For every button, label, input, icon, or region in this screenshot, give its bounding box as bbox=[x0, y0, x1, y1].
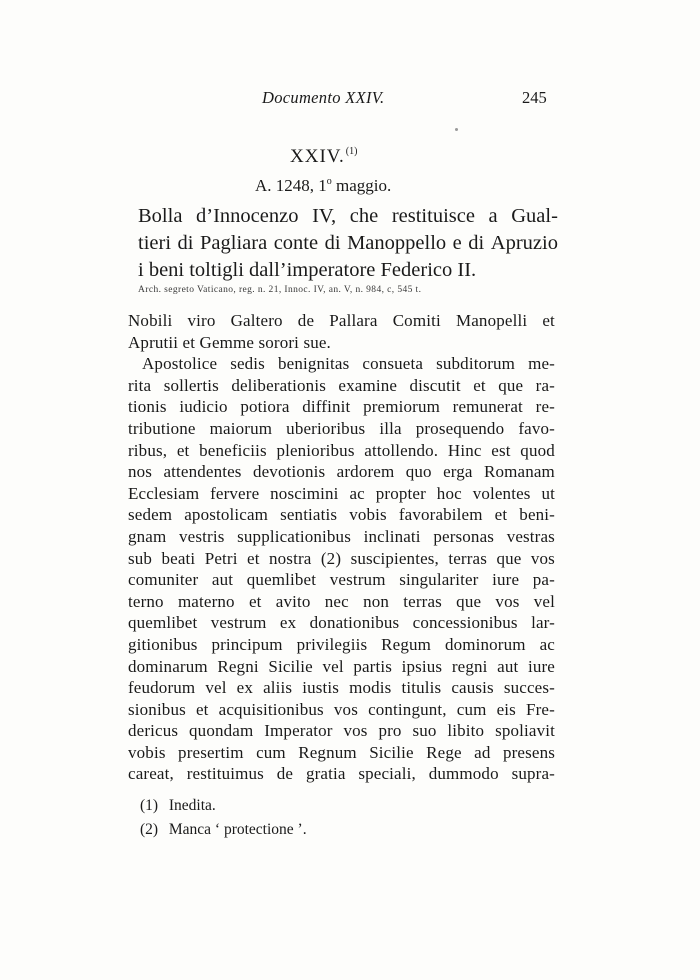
word: que bbox=[456, 591, 482, 611]
word: causis bbox=[451, 678, 494, 698]
word: concessionibus bbox=[412, 613, 518, 633]
footnotes bbox=[140, 794, 307, 842]
body-line bbox=[128, 763, 555, 785]
word: pro bbox=[378, 721, 402, 741]
word: quondam bbox=[189, 721, 254, 741]
word: beati bbox=[161, 548, 196, 568]
word: devotionis bbox=[252, 462, 326, 482]
word: propter bbox=[375, 483, 426, 503]
body-line bbox=[128, 418, 555, 440]
word: apostolicam bbox=[184, 505, 269, 525]
word: privilegiis bbox=[296, 634, 368, 654]
word: restituimus bbox=[186, 764, 264, 784]
word: restituisce bbox=[391, 205, 475, 227]
word: iure bbox=[527, 656, 555, 676]
body-line bbox=[128, 504, 555, 526]
word: terras bbox=[448, 548, 488, 568]
word: quemlibet bbox=[128, 613, 198, 633]
body-line bbox=[128, 591, 555, 613]
word: inclinati bbox=[363, 526, 421, 546]
word: est bbox=[491, 440, 511, 460]
word: Comiti bbox=[392, 311, 441, 330]
body-line bbox=[128, 742, 555, 764]
word: Hinc bbox=[447, 440, 482, 460]
word: Regni bbox=[217, 656, 259, 676]
word: regni bbox=[451, 656, 488, 676]
running-header-title: Documento XXIV. bbox=[262, 88, 385, 107]
word: sedem bbox=[128, 505, 173, 525]
print-speck bbox=[455, 128, 458, 131]
body-line bbox=[128, 526, 555, 548]
word: comuniter bbox=[128, 570, 199, 590]
word: hoc bbox=[436, 483, 462, 503]
word: de bbox=[276, 764, 294, 784]
word: (2) bbox=[320, 548, 342, 568]
date-prefix: A. 1248, 1 bbox=[255, 176, 327, 195]
word: ribus, bbox=[128, 440, 168, 460]
word: Imperator bbox=[264, 721, 333, 741]
word: Apostolice bbox=[142, 354, 218, 374]
word: Fre- bbox=[525, 699, 555, 719]
word: maiorum bbox=[209, 418, 273, 438]
word: supra- bbox=[511, 764, 555, 784]
word: tieri bbox=[138, 232, 172, 254]
word: gitionibus bbox=[128, 634, 198, 654]
word: sentiatis bbox=[280, 505, 338, 525]
word: Galtero bbox=[230, 311, 283, 330]
body-line bbox=[128, 720, 555, 742]
word: ut bbox=[541, 483, 555, 503]
word: cum bbox=[256, 742, 286, 762]
body-line bbox=[128, 396, 555, 418]
word: et bbox=[494, 505, 508, 525]
word: personas bbox=[433, 526, 495, 546]
document-body bbox=[128, 310, 555, 785]
word: titulis bbox=[401, 678, 442, 698]
word: acquisitionibus bbox=[218, 699, 324, 719]
body-line bbox=[128, 440, 555, 462]
word: viro bbox=[187, 311, 216, 330]
word: quemlibet bbox=[246, 570, 317, 590]
word: dominorum bbox=[444, 634, 526, 654]
word: di bbox=[468, 232, 485, 254]
word: diffinit bbox=[302, 397, 351, 417]
word: libito bbox=[447, 721, 485, 741]
word: Pallara bbox=[329, 311, 378, 330]
word: contingunt, bbox=[368, 699, 447, 719]
word: Gual- bbox=[511, 205, 558, 227]
word: que bbox=[496, 548, 522, 568]
word: di bbox=[177, 232, 194, 254]
word: ad bbox=[474, 742, 491, 762]
document-number-text: XXIV. bbox=[290, 146, 345, 167]
word: vestrum bbox=[210, 613, 267, 633]
word: aut bbox=[497, 656, 519, 676]
word: singulariter bbox=[399, 570, 479, 590]
footnote-mark: (1) bbox=[140, 797, 159, 814]
word: Sicilie bbox=[268, 656, 313, 676]
word: modis bbox=[349, 678, 392, 698]
footnote-text: Inedita. bbox=[168, 797, 216, 814]
word: aut bbox=[211, 570, 234, 590]
word: vestrum bbox=[329, 570, 386, 590]
word: suo bbox=[412, 721, 437, 741]
footnote bbox=[140, 818, 307, 842]
word: favorabilem bbox=[398, 505, 483, 525]
word: ex bbox=[279, 613, 297, 633]
word: vos bbox=[530, 548, 555, 568]
body-line bbox=[128, 612, 555, 634]
word: vobis bbox=[349, 505, 387, 525]
word: eis bbox=[496, 699, 516, 719]
document-number bbox=[290, 146, 357, 168]
title-line bbox=[138, 230, 558, 257]
word: remunerat bbox=[452, 397, 523, 417]
title-line bbox=[138, 257, 558, 284]
word: ra- bbox=[535, 375, 555, 395]
word: me- bbox=[528, 354, 555, 374]
word: et bbox=[473, 375, 486, 395]
word: Sicilie bbox=[369, 742, 414, 762]
word: vel bbox=[205, 678, 227, 698]
word: fervere bbox=[210, 483, 260, 503]
word: iudicio bbox=[179, 397, 228, 417]
word: Regum bbox=[381, 634, 432, 654]
word: ardorem bbox=[336, 462, 395, 482]
word: presertim bbox=[178, 742, 244, 762]
word: careat, bbox=[128, 764, 174, 784]
body-line bbox=[128, 461, 555, 483]
word: di bbox=[324, 232, 341, 254]
word: e bbox=[452, 232, 462, 254]
word: a bbox=[488, 205, 498, 227]
word: deliberationis bbox=[231, 375, 326, 395]
title-text: i beni toltigli dall’imperatore Federico II. bbox=[138, 259, 477, 281]
word: vobis bbox=[128, 742, 166, 762]
word: pa- bbox=[532, 570, 555, 590]
word: vos bbox=[333, 699, 358, 719]
word: vel bbox=[322, 656, 344, 676]
word: che bbox=[349, 205, 379, 227]
word: nec bbox=[324, 591, 349, 611]
body-line-text: Aprutii et Gemme sorori sue. bbox=[128, 332, 331, 352]
word: et bbox=[248, 591, 262, 611]
body-line bbox=[128, 699, 555, 721]
body-line bbox=[128, 548, 555, 570]
word: illa bbox=[379, 418, 402, 438]
word: Rege bbox=[426, 742, 462, 762]
word: Ecclesiam bbox=[128, 483, 200, 503]
word: ex bbox=[236, 678, 253, 698]
word: Pagliara bbox=[200, 232, 268, 254]
word: examine bbox=[338, 375, 398, 395]
word: re- bbox=[535, 397, 555, 417]
word: Manopelli bbox=[455, 311, 528, 330]
word: volentes bbox=[472, 483, 531, 503]
word: ac bbox=[349, 483, 365, 503]
word: Petri bbox=[204, 548, 238, 568]
word: sub bbox=[128, 548, 153, 568]
word: Romanam bbox=[483, 462, 555, 482]
word: plenioribus bbox=[276, 440, 355, 460]
page-number: 245 bbox=[522, 88, 547, 107]
word: nos bbox=[128, 462, 153, 482]
word: attollendo. bbox=[364, 440, 439, 460]
word: de bbox=[297, 311, 315, 330]
word: succes- bbox=[503, 678, 555, 698]
word: terno bbox=[128, 591, 164, 611]
word: terras bbox=[403, 591, 442, 611]
word: rita bbox=[128, 375, 152, 395]
word: Bolla bbox=[138, 205, 183, 227]
date-suffix: maggio. bbox=[331, 176, 392, 195]
body-line bbox=[128, 310, 555, 332]
word: beneficiis bbox=[199, 440, 267, 460]
word: quod bbox=[520, 440, 555, 460]
word: lar- bbox=[531, 613, 555, 633]
word: aliis bbox=[263, 678, 293, 698]
word: Manoppello bbox=[347, 232, 447, 254]
word: speciali, bbox=[358, 764, 416, 784]
title-line bbox=[138, 203, 558, 230]
body-line bbox=[128, 656, 555, 678]
word: vos bbox=[343, 721, 368, 741]
body-line bbox=[128, 353, 555, 375]
word: nostra bbox=[269, 548, 312, 568]
word: premiorum bbox=[363, 397, 440, 417]
word: et bbox=[542, 311, 555, 330]
word: sionibus bbox=[128, 699, 186, 719]
word: suscipientes, bbox=[350, 548, 439, 568]
word: feudorum bbox=[128, 678, 196, 698]
word: prosequendo bbox=[415, 418, 505, 438]
word: IV, bbox=[312, 205, 337, 227]
word: subditorum bbox=[436, 354, 516, 374]
archive-reference: Arch. segreto Vaticano, reg. n. 21, Innoc. IV, an. V, n. 984, c, 545 t. bbox=[138, 285, 422, 295]
footnote-ref-1: (1) bbox=[345, 146, 358, 157]
body-line bbox=[128, 332, 555, 354]
word: Nobili bbox=[128, 311, 173, 330]
document-date bbox=[255, 176, 391, 196]
word: spoliavit bbox=[495, 721, 555, 741]
word: materno bbox=[177, 591, 235, 611]
word: quo bbox=[405, 462, 432, 482]
word: erga bbox=[443, 462, 473, 482]
word: noscimini bbox=[270, 483, 339, 503]
word: dummodo bbox=[428, 764, 499, 784]
footnote-text: Manca ‘ protectione ’. bbox=[168, 821, 307, 838]
footnote bbox=[140, 794, 307, 818]
word: attendentes bbox=[163, 462, 242, 482]
word: iure bbox=[492, 570, 520, 590]
word: ac bbox=[539, 634, 555, 654]
word: sedis bbox=[230, 354, 265, 374]
word: avito bbox=[275, 591, 311, 611]
word: sollertis bbox=[163, 375, 219, 395]
footnote-mark: (2) bbox=[140, 821, 159, 838]
word: tributione bbox=[128, 418, 196, 438]
word: et bbox=[176, 440, 190, 460]
word: d’Innocenzo bbox=[196, 205, 299, 227]
word: uberioribus bbox=[286, 418, 366, 438]
word: Apruzio bbox=[490, 232, 558, 254]
word: conte bbox=[273, 232, 319, 254]
word: vos bbox=[495, 591, 520, 611]
body-line bbox=[128, 483, 555, 505]
word: vestris bbox=[179, 526, 225, 546]
body-line bbox=[128, 677, 555, 699]
word: consueta bbox=[362, 354, 424, 374]
body-line bbox=[128, 375, 555, 397]
word: partis bbox=[353, 656, 392, 676]
word: vel bbox=[533, 591, 555, 611]
word: dominarum bbox=[128, 656, 208, 676]
word: favo- bbox=[518, 418, 555, 438]
body-line bbox=[128, 634, 555, 656]
word: presens bbox=[502, 742, 555, 762]
word: tionis bbox=[128, 397, 167, 417]
word: supplicationibus bbox=[237, 526, 351, 546]
word: potiora bbox=[240, 397, 290, 417]
word: que bbox=[498, 375, 524, 395]
date-ordinal: o bbox=[326, 176, 332, 187]
word: Regnum bbox=[298, 742, 357, 762]
word: cum bbox=[456, 699, 487, 719]
word: gratia bbox=[305, 764, 346, 784]
word: principum bbox=[211, 634, 283, 654]
word: et bbox=[247, 548, 260, 568]
word: non bbox=[363, 591, 390, 611]
word: gnam bbox=[128, 526, 167, 546]
word: vestras bbox=[506, 526, 555, 546]
word: donationibus bbox=[309, 613, 400, 633]
word: benignitas bbox=[277, 354, 350, 374]
word: beni- bbox=[519, 505, 555, 525]
body-line bbox=[128, 569, 555, 591]
word: discutit bbox=[409, 375, 461, 395]
word: ipsius bbox=[401, 656, 443, 676]
document-title bbox=[138, 203, 558, 284]
word: iustis bbox=[302, 678, 340, 698]
word: et bbox=[195, 699, 209, 719]
word: dericus bbox=[128, 721, 179, 741]
